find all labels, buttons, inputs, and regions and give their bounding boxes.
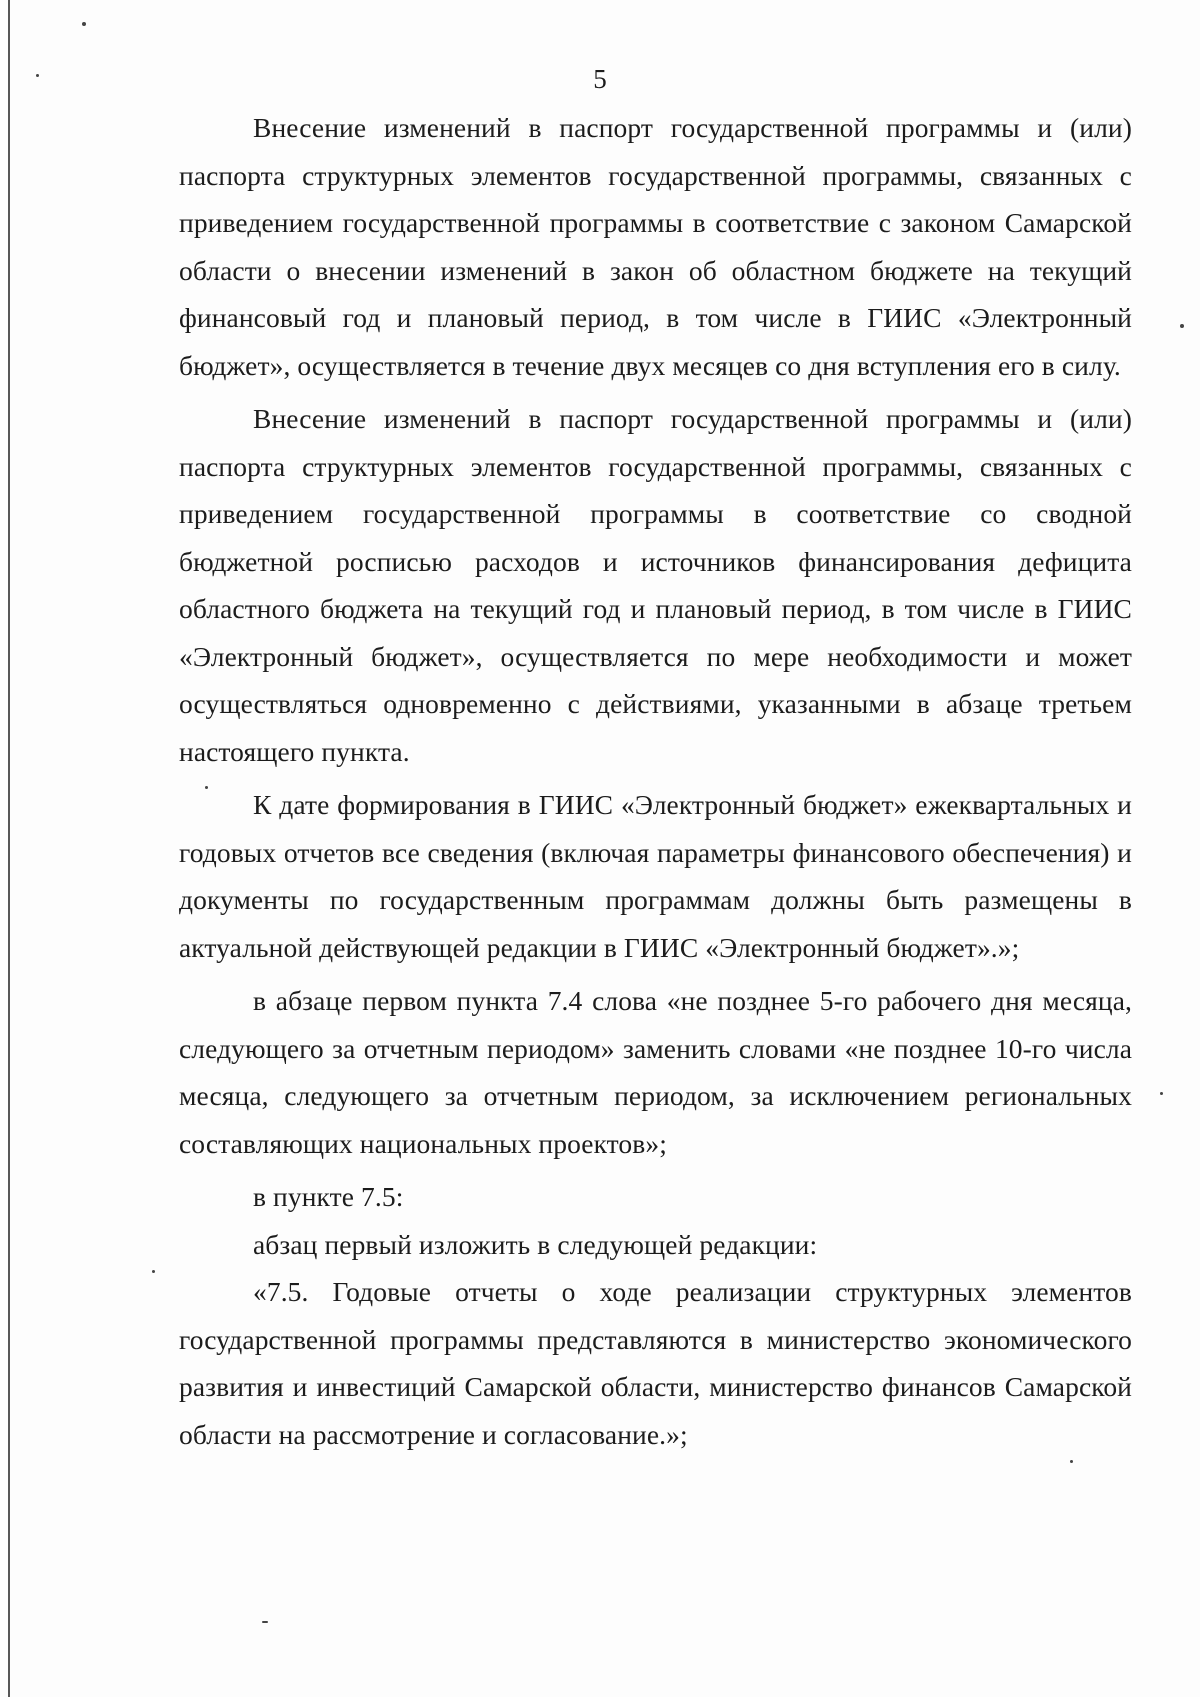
scan-edge xyxy=(8,0,10,1697)
paragraph-1: Внесение изменений в паспорт государственной программы и (или) паспорта структурных элементов государственной программы, связанных с приведением государственной программы в соответствие с законом Самарской области о внесении изменений в закон об областном бюджете на текущий финансовый год и плановый период, в том числе в ГИИС «Электронный бюджет», осуществляется в течение двух месяцев со дня вступления его в силу. xyxy=(179,112,1132,381)
scan-speck xyxy=(36,74,39,77)
page-number: 5 xyxy=(593,64,607,94)
scan-speck xyxy=(1070,1460,1073,1463)
scan-speck xyxy=(1180,324,1184,328)
paragraph-3: К дате формирования в ГИИС «Электронный бюджет» ежеквартальных и годовых отчетов все сведения (включая параметры финансового обеспечения) и документы по государственным программам должны быть размещены в актуальной действующей редакции в ГИИС «Электронный бюджет».»; xyxy=(179,789,1132,963)
paragraph-5: в пункте 7.5: xyxy=(253,1181,404,1212)
scan-speck xyxy=(82,22,86,26)
paragraph-4: в абзаце первом пункта 7.4 слова «не позднее 5-го рабочего дня месяца, следующего за отчетным периодом» заменить словами «не позднее 10-го числа месяца, следующего за отчетным периодом, за исключением региональных составляющих национальных проектов»; xyxy=(179,985,1132,1159)
paragraph-2: Внесение изменений в паспорт государственной программы и (или) паспорта структурных элементов государственной программы, связанных с приведением государственной программы в соответствие со сводной бюджетной росписью расходов и источников финансирования дефицита областного бюджета на текущий год и плановый период, в том числе в ГИИС «Электронный бюджет», осуществляется по мере необходимости и может осуществляться одновременно с действиями, указанными в абзаце третьем настоящего пункта. xyxy=(179,403,1132,767)
paragraph-6: абзац первый изложить в следующей редакции: xyxy=(253,1228,818,1260)
scan-speck xyxy=(262,1621,268,1623)
document-body xyxy=(179,104,1132,1458)
scan-speck xyxy=(152,1270,155,1273)
scan-speck xyxy=(205,786,208,789)
scan-speck xyxy=(1160,1092,1163,1095)
paragraph-7: «7.5. Годовые отчеты о ходе реализации структурных элементов государственной программы представляются в министерство экономического развития и инвестиций Самарской области, министерство финансов Самарской области на рассмотрение и согласование.»; xyxy=(179,1276,1132,1450)
